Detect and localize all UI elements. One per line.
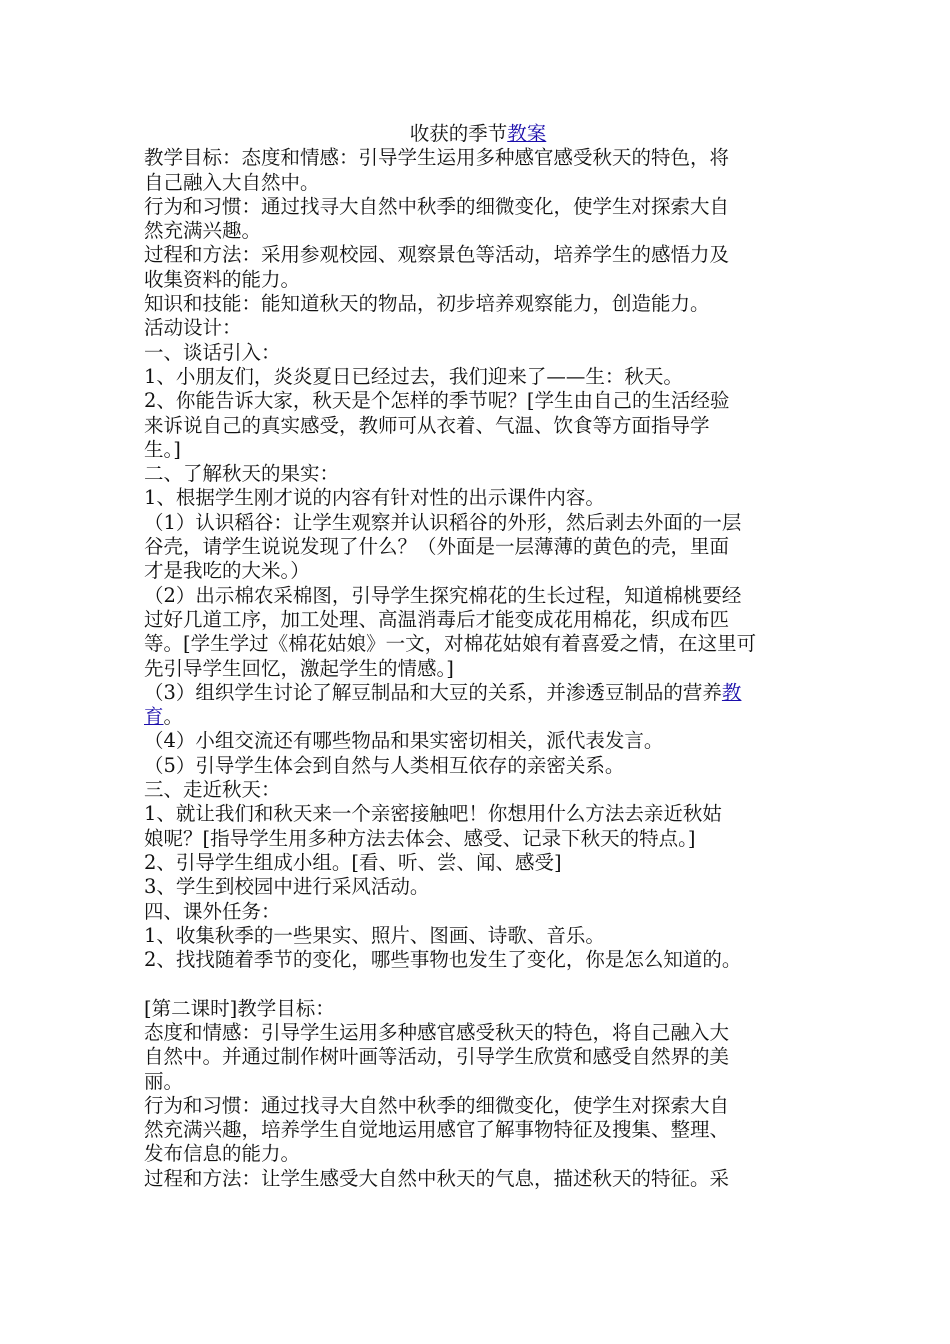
text-line: 1、小朋友们，炎炎夏日已经过去，我们迎来了——生：秋天。 [144, 364, 683, 388]
text-line-edu-1-text: （3）组织学生讨论了解豆制品和大豆的关系，并渗透豆制品的营养 [144, 680, 722, 704]
text-line: 四、课外任务： [144, 899, 281, 923]
text-line: 谷壳，请学生说说发现了什么？（外面是一层薄薄的黄色的壳，里面 [144, 535, 730, 559]
text-line: 然充满兴趣，培养学生自觉地运用感官了解事物特征及搜集、整理、 [144, 1118, 730, 1142]
text-line: 等。[学生学过《棉花姑娘》一文，对棉花姑娘有着喜爱之情，在这里可 [144, 632, 757, 656]
text-line: （4）小组交流还有哪些物品和果实密切相关，派代表发言。 [144, 729, 664, 753]
link-jiaoyu-part2[interactable]: 育 [144, 705, 164, 729]
text-block-1 [144, 146, 812, 681]
text-line: （2）出示棉农采棉图，引导学生探究棉花的生长过程，知道棉桃要经 [144, 583, 742, 607]
text-line: 过程和方法：采用参观校园、观察景色等活动，培养学生的感悟力及 [144, 243, 730, 267]
text-line: （5）引导学生体会到自然与人类相互依存的亲密关系。 [144, 753, 625, 777]
text-block-3 [144, 997, 812, 1191]
text-line: 自己融入大自然中。 [144, 170, 320, 194]
text-line: 一、谈话引入： [144, 340, 281, 364]
text-line: 过好几道工序，加工处理、高温消毒后才能变成花用棉花，织成布匹 [144, 607, 730, 631]
text-line: 1、收集秋季的一些果实、照片、图画、诗歌、音乐。 [144, 923, 605, 947]
document-title [144, 122, 812, 146]
text-line: 二、了解秋天的果实： [144, 462, 340, 486]
text-line: 3、学生到校园中进行采风活动。 [144, 875, 430, 899]
text-line: 生。] [144, 437, 181, 461]
blank-line [144, 972, 812, 996]
text-line: 2、找找随着季节的变化，哪些事物也发生了变化，你是怎么知道的。 [144, 948, 742, 972]
text-line: （1）认识稻谷：让学生观察并认识稻谷的外形，然后剥去外面的一层 [144, 510, 742, 534]
text-line: 活动设计： [144, 316, 242, 340]
text-line: 才是我吃的大米。） [144, 559, 310, 583]
document-body [144, 122, 812, 1191]
text-line: 2、你能告诉大家，秋天是个怎样的季节呢？[学生由自己的生活经验 [144, 389, 730, 413]
text-line: 丽。 [144, 1069, 184, 1093]
text-line: 自然中。并通过制作树叶画等活动，引导学生欣赏和感受自然界的美 [144, 1045, 730, 1069]
text-line: 来诉说自己的真实感受，教师可从衣着、气温、饮食等方面指导学 [144, 413, 710, 437]
text-line: 2、引导学生组成小组。[看、听、尝、闻、感受] [144, 850, 562, 874]
text-line: 1、就让我们和秋天来一个亲密接触吧！你想用什么方法去亲近秋姑 [144, 802, 722, 826]
title-text: 收获的季节 [409, 122, 508, 145]
text-line: 收集资料的能力。 [144, 267, 301, 291]
text-line-edu-2-text: 。 [163, 705, 184, 729]
text-line-edu-2 [144, 705, 812, 729]
text-line: 知识和技能：能知道秋天的物品，初步培养观察能力，创造能力。 [144, 292, 710, 316]
link-jiaoyu-part1[interactable]: 教 [721, 680, 742, 704]
text-line-edu-1 [144, 681, 812, 705]
text-line: 过程和方法：让学生感受大自然中秋天的气息，描述秋天的特征。采 [144, 1166, 730, 1190]
text-line: 教学目标：态度和情感：引导学生运用多种感官感受秋天的特色，将 [144, 146, 730, 170]
text-block-2 [144, 729, 812, 972]
text-line: [第二课时]教学目标： [144, 996, 335, 1020]
text-line: 三、走近秋天： [144, 778, 281, 802]
text-line: 娘呢？[指导学生用多种方法去体会、感受、记录下秋天的特点。] [144, 826, 696, 850]
text-line: 行为和习惯：通过找寻大自然中秋季的细微变化，使学生对探索大自 [144, 194, 730, 218]
text-line: 先引导学生回忆，激起学生的情感。] [144, 656, 454, 680]
text-line: 发布信息的能力。 [144, 1142, 301, 1166]
text-line: 然充满兴趣。 [144, 219, 262, 243]
title-link-jiaoan[interactable]: 教案 [507, 122, 547, 145]
text-line: 1、根据学生刚才说的内容有针对性的出示课件内容。 [144, 486, 605, 510]
text-line: 态度和情感：引导学生运用多种感官感受秋天的特色，将自己融入大 [144, 1020, 730, 1044]
text-line: 行为和习惯：通过找寻大自然中秋季的细微变化，使学生对探索大自 [144, 1093, 730, 1117]
